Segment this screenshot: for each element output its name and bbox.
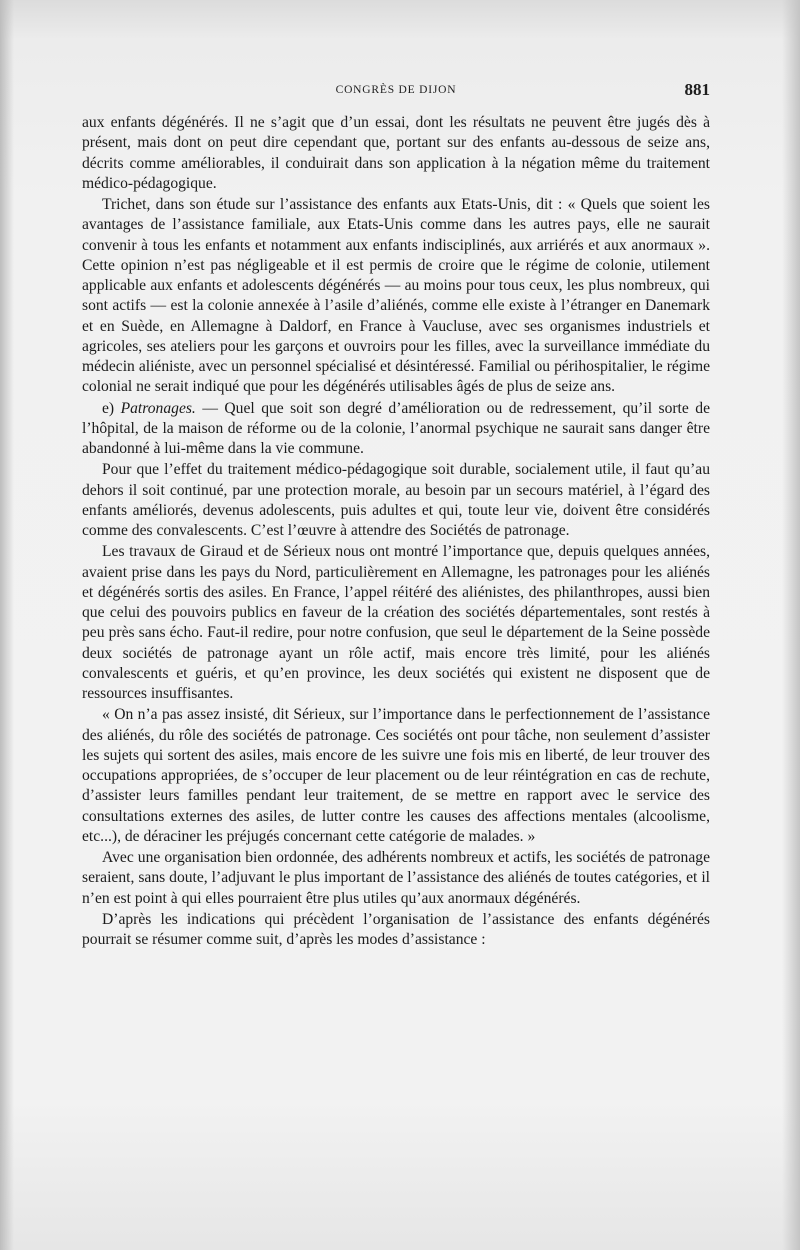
section-heading: Patronages. [120,399,196,417]
paragraph: Avec une organisation bien ordonnée, des adhérents nombreux et actifs, les sociétés de patronage seraient, sans doute, l’adjuvant le plus important de l’assistance des aliénés de toutes catégories, et il n’en est point à qui elles pourraient être plus utiles qu’aux anormaux dégénérés. [82,849,710,907]
running-head: CONGRÈS DE DIJON [335,84,457,96]
paragraph: aux enfants dégénérés. Il ne s’agit que d’un essai, dont les résultats ne peuvent être jugés dès à présent, mais dont on peut dire cependant que, portant sur des enfants au-dessous de seize ans, décrits comme améliorables, il conduirait dans son application à la négation même du traitement médico-pédagogique. [82,114,710,192]
page-edge-shadow-right [782,0,800,1250]
paragraph: Les travaux de Giraud et de Sérieux nous ont montré l’importance que, depuis quelques années, avaient prise dans les pays du Nord, particulièrement en Allemagne, les patronages pour les aliénés et dégénérés sortis des asiles. En France, l’appel réitéré des aliénistes, des philanthropes, aussi bien que celui des pouvoirs publics en faveur de la création des sociétés départementales, sont restés à peu près sans écho. Faut-il redire, pour notre confusion, que seul le département de la Seine possède deux sociétés de patronage ayant un rôle actif, mais encore très limité, pour les aliénés convalescents et guéris, et qu’en province, les deux sociétés qui existent ne disposent que de ressources insuffisantes. [82,543,710,702]
paragraph-patronages [82,399,710,460]
section-dash: — [202,399,218,417]
body-text [82,113,710,951]
page-number: 881 [684,80,710,99]
paragraph-text: Quel que soit son degré d’amélioration ou de redressement, qu’il sorte de l’hôpital, de la maison de réforme ou de la colonie, l’anormal psychique ne saurait sans danger être abandonné à lui-même dans la vie commune. [82,399,710,457]
paragraph: Trichet, dans son étude sur l’assistance des enfants aux Etats-Unis, dit : « Quels que soient les avantages de l’assistance familiale, aux Etats-Unis comme dans les autres pays, elle ne saurait convenir à tous les enfants et notamment aux enfants indisciplinés, aux arriérés et aux anormaux ». Cette opinion n’est pas négligeable et il est permis de croire que le régime de colonie, utilement applicable aux enfants et adolescents dégénérés — au moins pour tous ceux, les plus nombreux, qui sont actifs — est la colonie annexée à l’asile d’aliénés, comme elle existe à l’étranger en Danemark et en Suède, en Allemagne à Daldorf, en France à Vaucluse, avec ses organismes industriels et agricoles, ses ateliers pour les garçons et ouvroirs pour les filles, avec la surveillance immédiate du médecin aliéniste, avec un personnel spécialisé et désintéressé. Familial ou périhospitalier, le régime colonial ne serait indiqué que pour les dégénérés utilisables âgés de plus de seize ans. [82,196,710,396]
section-marker: e) [102,399,115,417]
page-edge-shadow-left [0,0,14,1250]
paragraph: D’après les indications qui précèdent l’organisation de l’assistance des enfants dégénérés pourrait se résumer comme suit, d’après les modes d’assistance : [82,910,710,948]
paragraph: Pour que l’effet du traitement médico-pédagogique soit durable, socialement utile, il faut qu’au dehors il soit continué, par une protection morale, au besoin par un secours matériel, à l’égard des enfants améliorés, devenus adolescents, puis adultes et qui, toute leur vie, doivent être considérés comme des convalescents. C’est l’œuvre à attendre des Sociétés de patronage. [82,461,710,539]
paragraph: « On n’a pas assez insisté, dit Sérieux, sur l’importance dans le perfectionnement de l’assistance des aliénés, du rôle des sociétés de patronage. Ces sociétés ont pour tâche, non seulement d’assister les sujets qui sortent des asiles, mais encore de les suivre une fois mis en liberté, de leur trouver des occupations appropriées, de s’occuper de leur placement ou de leur réintégration en cas de rechute, d’assister leurs familles pendant leur traitement, de se mettre en rapport avec le service des consultations externes des asiles, de lutter contre les causes des affections mentales (alcoolisme, etc...), de déraciner les préjugés concernant cette catégorie de malades. » [82,706,710,845]
page-header [82,80,710,102]
